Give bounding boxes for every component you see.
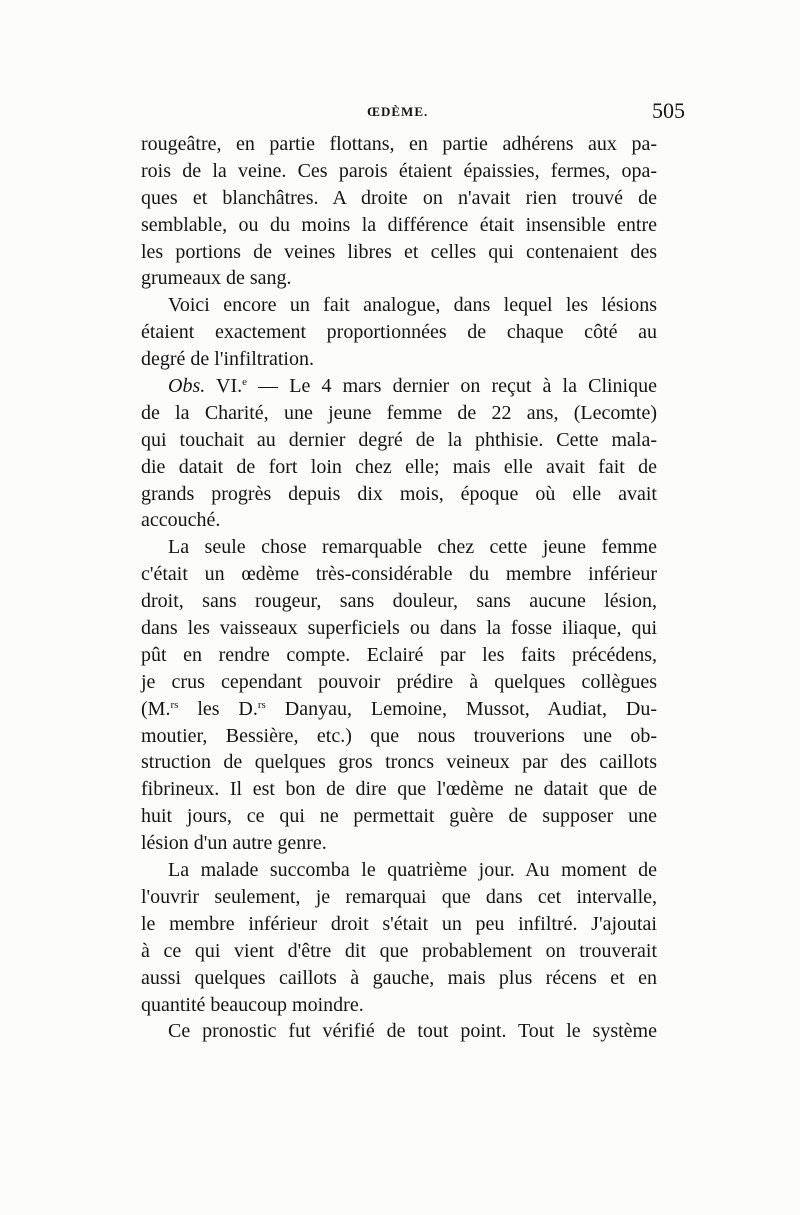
text-line: moutier, Bessière, etc.) que nous trouverions une ob- (141, 724, 657, 747)
text-fragment: (M. (141, 697, 171, 720)
text-line: lésion d'un autre genre. (141, 832, 327, 855)
text-line: à ce qui vient d'être dit que probablement on trouverait (141, 939, 657, 962)
text-line: droit, sans rougeur, sans douleur, sans aucune lésion, (141, 590, 657, 613)
paragraph-death (141, 857, 657, 1018)
text-line: étaient exactement proportionnées de chaque côté au (141, 321, 657, 344)
text-line: die datait de fort loin chez elle; mais elle avait fait de (141, 455, 657, 478)
text-line: grumeaux de sang. (141, 267, 292, 290)
text-line: le membre inférieur droit s'était un peu infiltré. J'ajoutai (141, 912, 657, 935)
text-line: ques et blanchâtres. A droite on n'avait rien trouvé de (141, 186, 657, 209)
text-line-rest: — Le 4 mars dernier on reçut à la Clinique (258, 375, 657, 398)
text-line: les portions de veines libres et celles qui contenaient des (141, 240, 657, 263)
text-line: La malade succomba le quatrième jour. Au moment de (168, 859, 657, 882)
observation-heading-line (141, 373, 657, 400)
text-fragment: les D. (178, 697, 258, 720)
running-title: ŒDÈME. (367, 104, 429, 119)
text-line: degré de l'infiltration. (141, 348, 314, 371)
body-text (141, 131, 657, 1045)
text-line: semblable, ou du moins la différence était insensible entre (141, 213, 657, 236)
text-fragment: Danyau, Lemoine, Mussot, Audiat, Du- (265, 697, 657, 720)
text-line: de la Charité, une jeune femme de 22 ans, (Lecomte) (141, 401, 657, 424)
text-line: accouché. (141, 509, 221, 532)
text-line: struction de quelques gros troncs veineux par des caillots (141, 751, 657, 774)
text-line: rougeâtre, en partie flottans, en partie adhérens aux pa- (141, 133, 657, 155)
text-line: quantité beaucoup moindre. (141, 993, 364, 1016)
text-line: pût en rendre compte. Eclairé par les faits précédens, (141, 643, 657, 666)
obs-number: VI. (216, 375, 243, 398)
text-line: je crus cependant pouvoir prédire à quelques collègues (141, 670, 657, 693)
text-line: Ce pronostic fut vérifié de tout point. Tout le système (168, 1020, 657, 1043)
obs-label: Obs. (168, 375, 206, 398)
paragraph-continuation (141, 131, 657, 292)
text-line: grands progrès depuis dix mois, époque où elle avait (141, 482, 657, 505)
text-line: fibrineux. Il est bon de dire que l'œdème ne datait que de (141, 778, 657, 801)
superscript: rs (170, 698, 179, 711)
text-line: dans les vaisseaux superficiels ou dans la fosse iliaque, qui (141, 617, 657, 640)
paragraph-remarkable (141, 534, 657, 857)
page-number: 505 (652, 98, 685, 123)
paragraph-analogous-case (141, 292, 657, 373)
colleagues-line (141, 696, 657, 723)
text-line: rois de la veine. Ces parois étaient épaissies, fermes, opa- (141, 159, 657, 182)
running-head (145, 98, 685, 126)
text-line: huit jours, ce qui ne permettait guère de supposer une (141, 805, 657, 828)
paragraph-observation (141, 373, 657, 534)
paragraph-prognosis (141, 1018, 657, 1045)
text-line: l'ouvrir seulement, je remarquai que dans cet intervalle, (141, 885, 657, 908)
text-line: aussi quelques caillots à gauche, mais plus récens et en (141, 966, 657, 989)
text-line: Voici encore un fait analogue, dans lequel les lésions (168, 294, 657, 317)
text-line: qui touchait au dernier degré de la phthisie. Cette mala- (141, 428, 657, 451)
text-line: La seule chose remarquable chez cette jeune femme (168, 536, 657, 559)
superscript: rs (257, 698, 266, 711)
obs-superscript: e (242, 376, 247, 389)
text-line: c'était un œdème très-considérable du membre inférieur (141, 563, 657, 586)
